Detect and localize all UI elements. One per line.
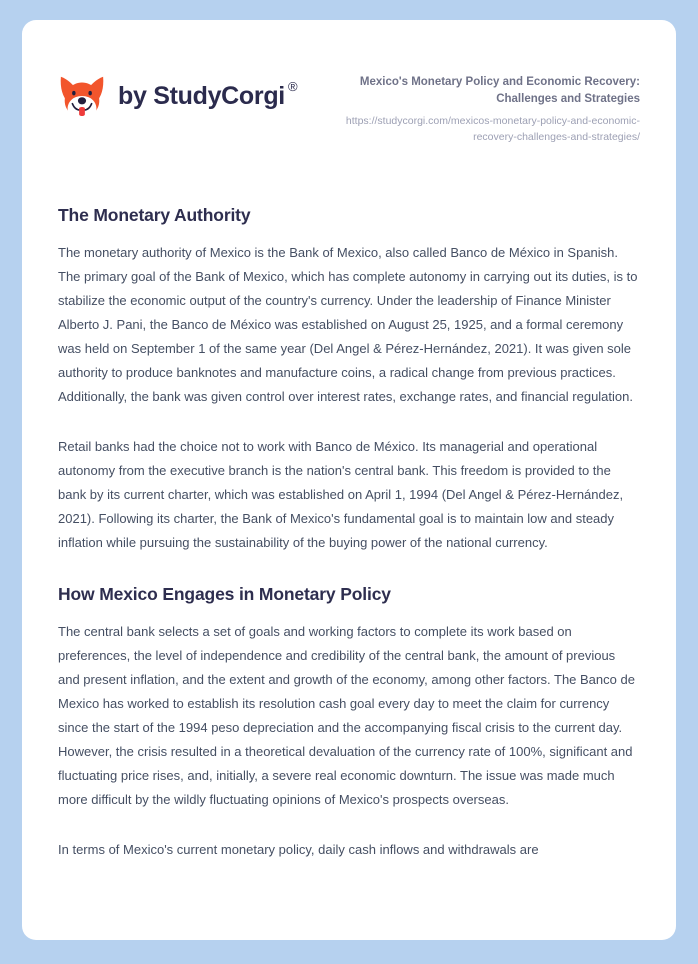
document-title: Mexico's Monetary Policy and Economic Recovery: Challenges and Strategies [359, 76, 640, 105]
corgi-face-icon [58, 72, 106, 120]
document-page-card [22, 20, 676, 940]
brand-name-text: by StudyCorgi [118, 81, 285, 110]
registered-trademark-icon: ® [287, 78, 298, 94]
brand-logo-group[interactable] [58, 68, 297, 120]
paragraph: The monetary authority of Mexico is the Bank of Mexico, also called Banco de México in Spanish. The primary goal of the Bank of Mexico, which has complete autonomy in carrying out its duties, is to stabilize the economic output of the country's currency. Under the leadership of Finance Minister Alberto J. Pani, the Banco de México was established on August 25, 1925, and a formal ceremony was held on September 1 of the same year (Del Angel & Pérez-Hernández, 2021). It was given sole authority to produce banknotes and manufacture coins, a radical change from previous practices. Additionally, the bank was given control over interest rates, exchange rates, and financial regulation. [58, 244, 638, 404]
brand-wordmark [118, 78, 298, 110]
section-heading-monetary-authority: The Monetary Authority [58, 204, 251, 225]
section-heading-how-mexico-engages: How Mexico Engages in Monetary Policy [58, 583, 391, 604]
document-meta [330, 68, 640, 145]
paragraph: The central bank selects a set of goals and working factors to complete its work based on preferences, the level of independence and credibility of the central bank, the amount of previous and present inflation, and the extent and growth of the economy, among other factors. The Banco de Mexico has worked to establish its resolution cash goal every day to meet the claim for currency since the start of the 1994 peso depreciation and the accompanying fiscal crisis to the current day. However, the crisis resulted in a theoretical devaluation of the currency rate of 100%, significant and fluctuating price rises, and, initially, a severe real economic downturn. The issue was made much more difficult by the wildly fluctuating opinions of Mexico's prospects overseas. [58, 623, 635, 807]
paragraph: Retail banks had the choice not to work with Banco de México. Its managerial and operational autonomy from the executive branch is the nation's central bank. This freedom is provided to the bank by its current charter, which was established on April 1, 1994 (Del Angel & Pérez-Hernández, 2021). Following its charter, the Bank of Mexico's fundamental goal is to maintain low and steady inflation while pursuing the sustainability of the buying power of the national currency. [58, 438, 624, 550]
article-body [22, 205, 676, 862]
paragraph: In terms of Mexico's current monetary policy, daily cash inflows and withdrawals are [58, 841, 539, 857]
document-header [22, 20, 676, 145]
document-url[interactable]: https://studycorgi.com/mexicos-monetary-policy-and-economic-recovery-challenges-and-strategies/ [345, 115, 640, 143]
